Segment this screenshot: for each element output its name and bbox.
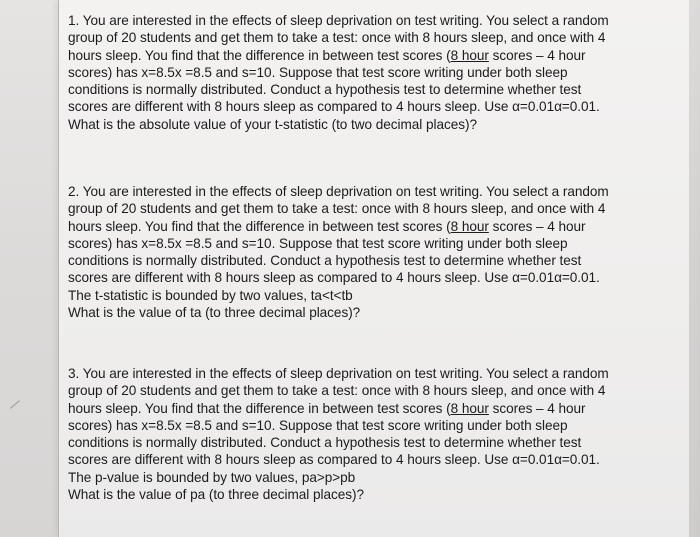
question-1 [68,12,678,133]
underlined-text: 8 hour [450,47,489,63]
text-line: group of 20 students and get them to take a test: once with 8 hours sleep, and once with 4 [68,30,606,46]
text-line: conditions is normally distributed. Conduct a hypothesis test to determine whether test [68,82,582,98]
text-line: hours sleep. You find that the difference in between test scores (8 hour scores – 4 hour [68,47,586,63]
text-line: What is the value of ta (to three decimal places)? [68,305,361,321]
text-line: The p-value is bounded by two values, pa>p>pb [68,469,356,485]
text-line: scores) has x=8.5x =8.5 and s=10. Suppose that test score writing under both sleep [68,235,568,251]
text-line: group of 20 students and get them to take a test: once with 8 hours sleep, and once with 4 [68,383,606,399]
text-line: scores are different with 8 hours sleep as compared to 4 hours sleep. Use α=0.01α=0.01. [68,270,600,286]
text-line: 2. You are interested in the effects of sleep deprivation on test writing. You select a random [68,184,609,199]
text-line: 1. You are interested in the effects of sleep deprivation on test writing. You select a random [68,13,609,28]
underlined-text: 8 hour [450,400,489,416]
text-line: scores are different with 8 hours sleep as compared to 4 hours sleep. Use α=0.01α=0.01. [68,99,600,115]
text-line: 3. You are interested in the effects of sleep deprivation on test writing. You select a random [68,366,609,381]
pencil-mark [10,400,20,408]
text-line: What is the absolute value of your t-statistic (to two decimal places)? [68,116,477,132]
text-line: scores) has x=8.5x =8.5 and s=10. Suppose that test score writing under both sleep [68,417,568,433]
text-line: What is the value of pa (to three decimal places)? [68,487,364,503]
question-3 [68,365,678,503]
text-line: conditions is normally distributed. Conduct a hypothesis test to determine whether test [68,253,582,269]
text-line: hours sleep. You find that the difference in between test scores (8 hour scores – 4 hour [68,400,586,416]
text-line: group of 20 students and get them to take a test: once with 8 hours sleep, and once with 4 [68,201,606,217]
text-line: scores are different with 8 hours sleep as compared to 4 hours sleep. Use α=0.01α=0.01. [68,452,600,468]
underlined-text: 8 hour [450,218,489,234]
text-line: hours sleep. You find that the difference in between test scores (8 hour scores – 4 hour [68,218,586,234]
text-line: The t-statistic is bounded by two values, ta<t<tb [68,287,353,303]
text-line: conditions is normally distributed. Conduct a hypothesis test to determine whether test [68,435,582,451]
text-line: scores) has x=8.5x =8.5 and s=10. Suppose that test score writing under both sleep [68,64,568,80]
question-2 [68,183,678,321]
